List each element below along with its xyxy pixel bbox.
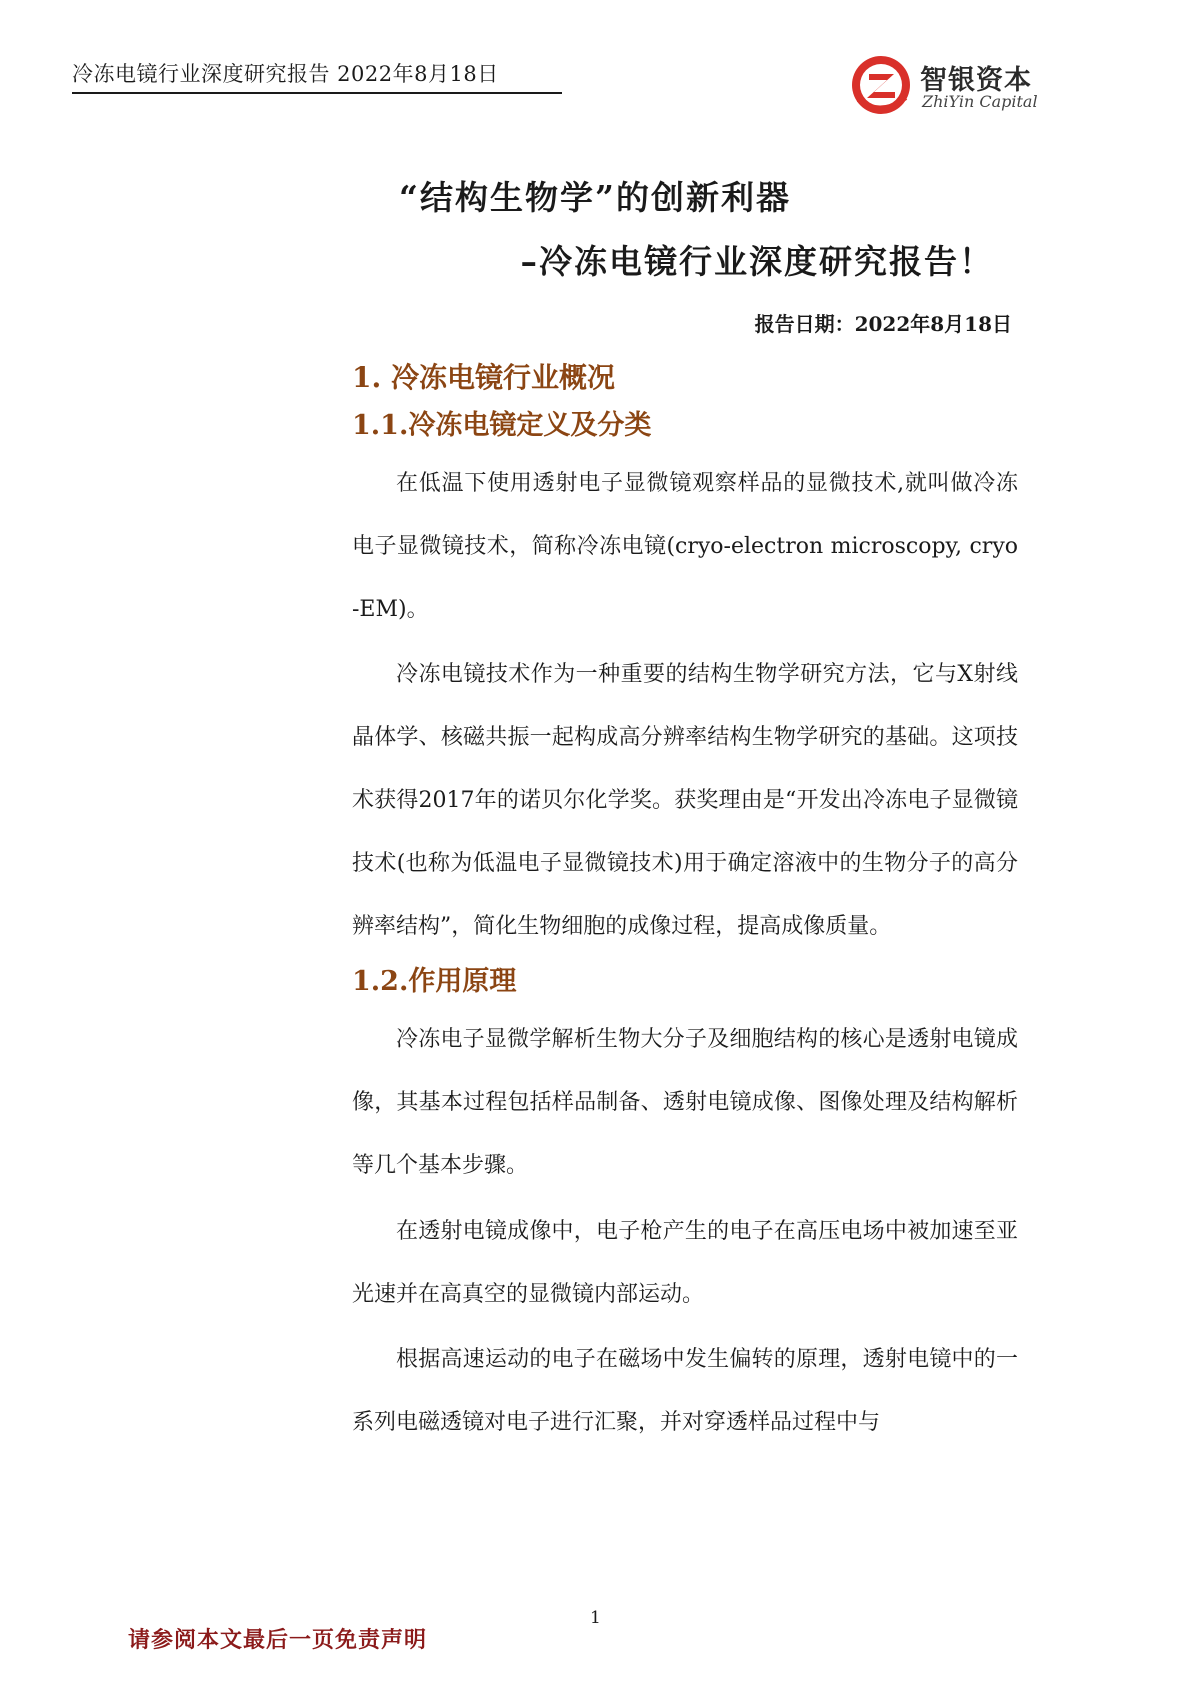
report-body — [352, 354, 1018, 1455]
section-1-heading: 1. 冷冻电镜行业概况 — [352, 361, 615, 394]
paragraph: 冷冻电子显微学解析生物大分子及细胞结构的核心是透射电镜成像，其基本过程包括样品制备、透射电镜成像、图像处理及结构解析等几个基本步骤。 — [352, 1027, 1018, 1178]
section-1-1-heading: 1.1.冷冻电镜定义及分类 — [352, 410, 652, 441]
company-logo — [850, 52, 1040, 118]
section-1-2-heading: 1.2.作用原理 — [352, 966, 517, 998]
logo-chinese-name: 智银资本 — [920, 65, 1032, 96]
paragraph: 根据高速运动的电子在磁场中发生偏转的原理，透射电镜中的一系列电磁透镜对电子进行汇聚，并对穿透样品过程中与 — [352, 1347, 1018, 1436]
report-title-line2: –冷冻电镜行业深度研究报告！ — [520, 242, 994, 281]
paragraph: 在低温下使用透射电子显微镜观察样品的显微技术,就叫做冷冻电子显微镜技术，简称冷冻电镜(cryo-electron microscopy, cryo-EM)。 — [352, 471, 1018, 622]
disclaimer-note: 请参阅本文最后一页免责声明 — [128, 1627, 428, 1653]
page-number: 1 — [590, 1608, 601, 1628]
paragraph: 在透射电镜成像中，电子枪产生的电子在高压电场中被加速至亚光速并在高真空的显微镜内部运动。 — [352, 1218, 1018, 1307]
report-title-line1: “结构生物学”的创新利器 — [399, 178, 791, 217]
header-doc-title: 冷冻电镜行业深度研究报告 2022年8月18日 — [72, 58, 562, 94]
zhiyin-logo-icon — [850, 54, 912, 116]
logo-english-name: ZhiYin Capital — [922, 92, 1038, 111]
report-date: 报告日期：2022年8月18日 — [754, 312, 1012, 336]
paragraph: 冷冻电镜技术作为一种重要的结构生物学研究方法，它与X射线晶体学、核磁共振一起构成高分辨率结构生物学研究的基础。这项技术获得2017年的诺贝尔化学奖。获奖理由是“开发出冷冻电子显微镜技术(也称为低温电子显微镜技术)用于确定溶液中的生物分子的高分辨率结构”，简化生物细胞的成像过程，提高成像质量。 — [352, 662, 1018, 939]
